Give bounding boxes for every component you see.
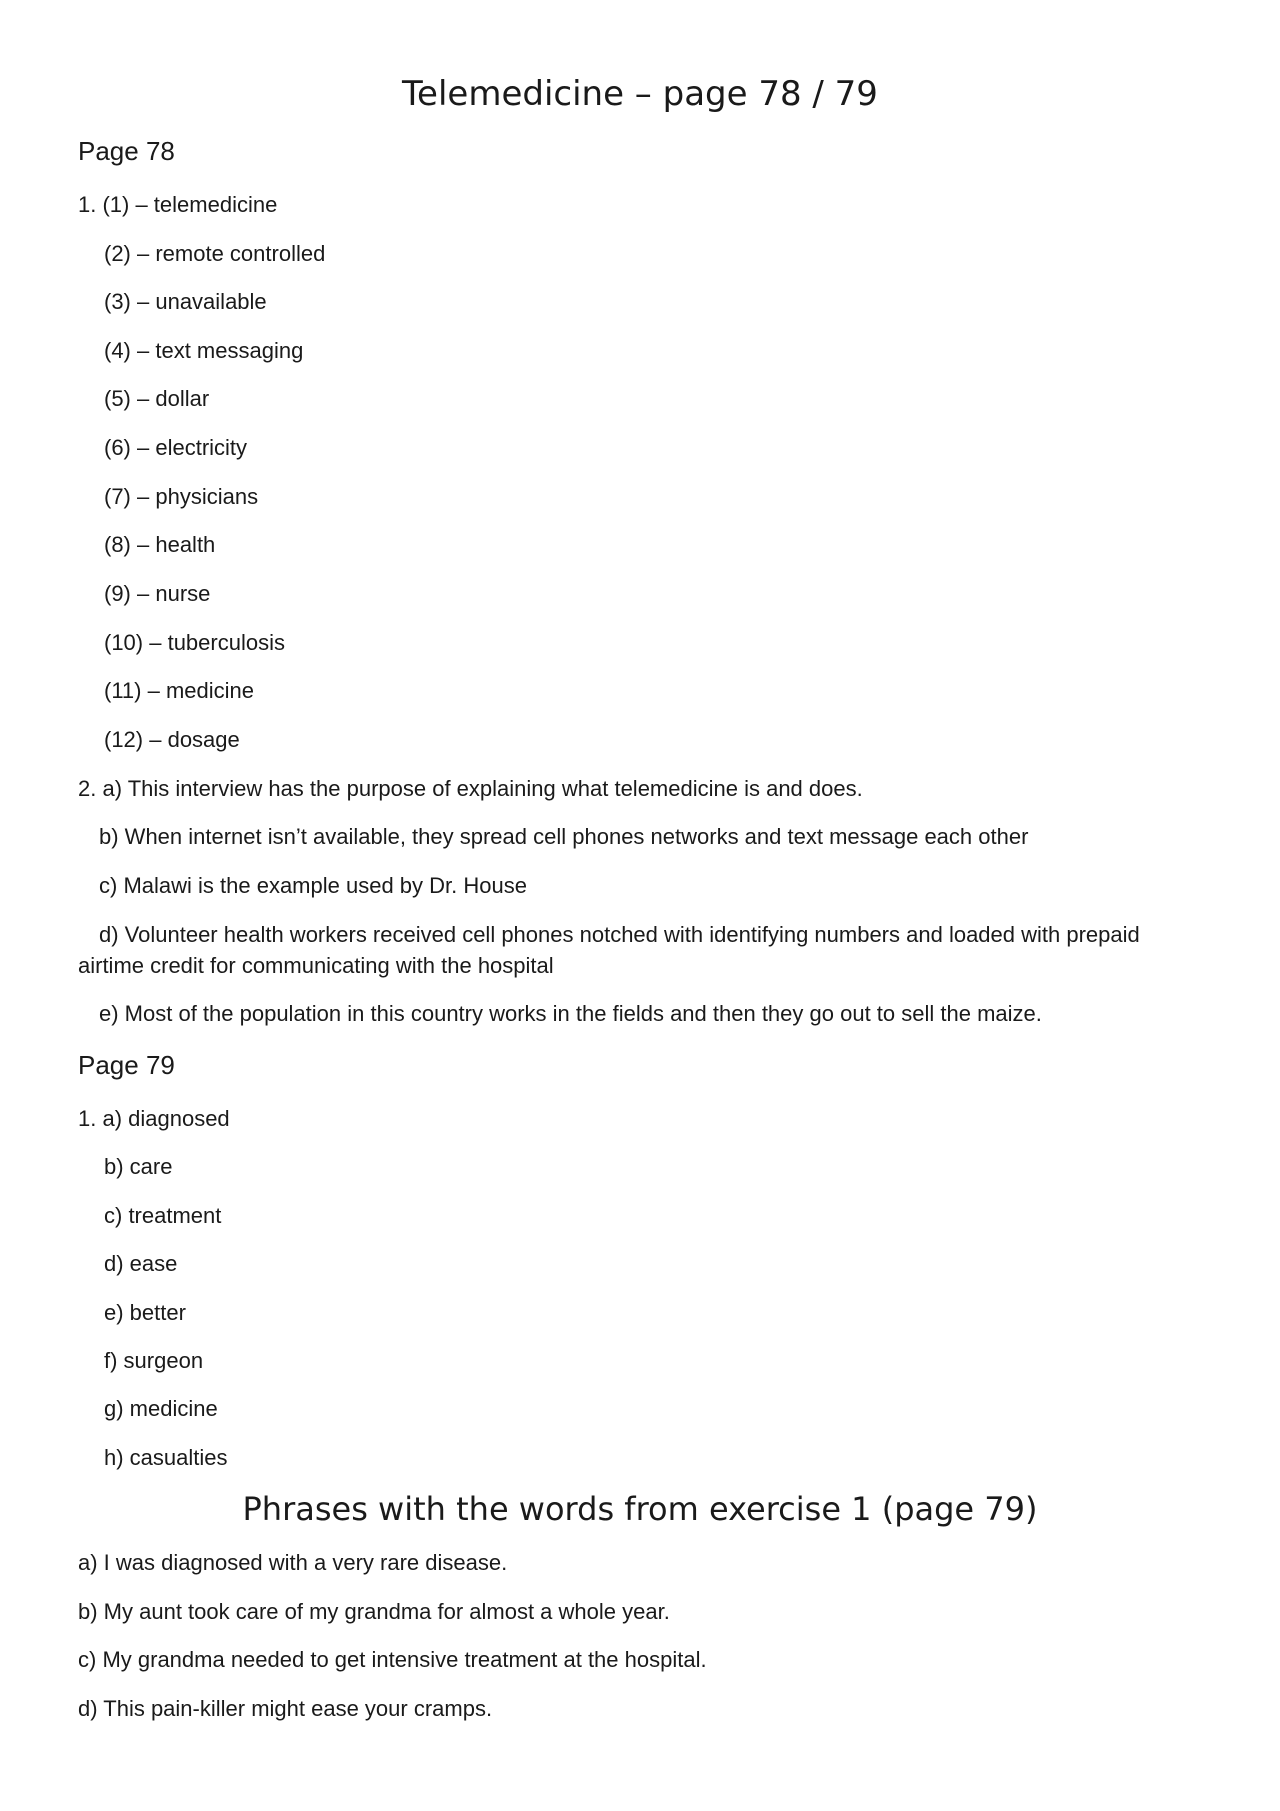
page78-ex1-item: (8) – health xyxy=(104,532,216,557)
page-title: Telemedicine – page 78 / 79 xyxy=(402,74,878,114)
phrase-item: b) My aunt took care of my grandma for almost a whole year. xyxy=(78,1599,670,1624)
page79-ex1-item: h) casualties xyxy=(104,1445,228,1470)
page79-ex1-item: c) treatment xyxy=(104,1203,222,1228)
phrases-heading: Phrases with the words from exercise 1 (page 79) xyxy=(242,1490,1038,1528)
page79-ex1-item: d) ease xyxy=(104,1251,178,1276)
page78-ex1-item: (6) – electricity xyxy=(104,435,248,460)
page79-heading: Page 79 xyxy=(78,1050,175,1080)
page78-ex2-item-continued: airtime credit for communicating with the hospital xyxy=(78,953,554,978)
page78-ex1-item: (10) – tuberculosis xyxy=(104,630,285,655)
page78-ex1-item: (5) – dollar xyxy=(104,386,210,411)
page78-ex2-item: c) Malawi is the example used by Dr. House xyxy=(99,873,527,898)
phrase-item: d) This pain-killer might ease your cramps. xyxy=(78,1696,493,1721)
page79-ex1-item: g) medicine xyxy=(104,1396,218,1421)
phrase-item: a) I was diagnosed with a very rare disease. xyxy=(78,1550,508,1575)
page78-ex2-item: e) Most of the population in this country works in the fields and then they go out to sell the maize. xyxy=(99,1001,1042,1026)
page79-ex1-item: b) care xyxy=(104,1154,173,1179)
page78-heading: Page 78 xyxy=(78,136,175,166)
page78-ex1-item: (3) – unavailable xyxy=(104,289,267,314)
page79-ex1-item: e) better xyxy=(104,1300,186,1325)
page78-ex1-item: (11) – medicine xyxy=(104,678,254,703)
page78-ex1-item: (9) – nurse xyxy=(104,581,211,606)
page78-ex2-item: 2. a) This interview has the purpose of explaining what telemedicine is and does. xyxy=(78,776,863,801)
page78-ex1-item: 1. (1) – telemedicine xyxy=(78,192,278,217)
page78-ex1-item: (12) – dosage xyxy=(104,727,240,752)
page78-ex1-item: (7) – physicians xyxy=(104,484,259,509)
page78-ex1-item: (2) – remote controlled xyxy=(104,241,326,266)
page78-ex1-item: (4) – text messaging xyxy=(104,338,304,363)
page79-ex1-item: f) surgeon xyxy=(104,1348,204,1373)
phrase-item: c) My grandma needed to get intensive treatment at the hospital. xyxy=(78,1647,707,1672)
page78-ex2-item: d) Volunteer health workers received cell phones notched with identifying numbers and loaded with prepaid xyxy=(99,922,1140,947)
page79-ex1-item: 1. a) diagnosed xyxy=(78,1106,230,1131)
page78-ex2-item: b) When internet isn’t available, they spread cell phones networks and text message each other xyxy=(99,824,1029,849)
